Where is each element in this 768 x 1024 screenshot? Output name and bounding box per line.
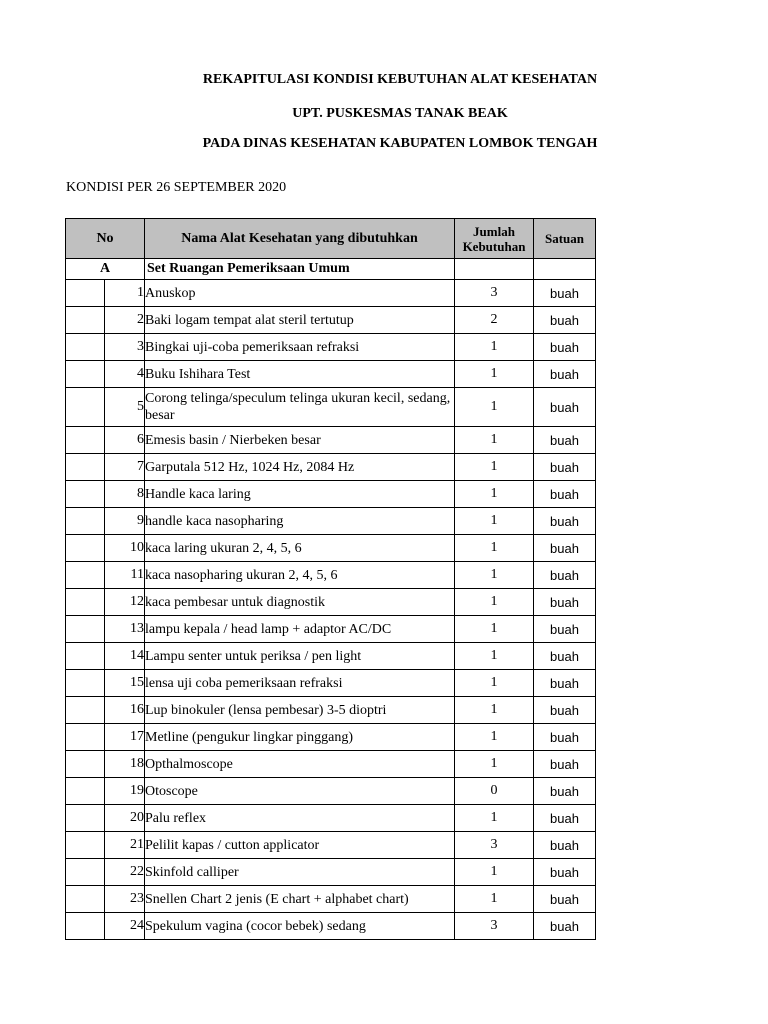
row-number: 8	[105, 481, 145, 508]
header-quantity	[455, 219, 534, 259]
row-indent-cell	[66, 859, 105, 886]
item-quantity: 3	[455, 913, 534, 940]
item-quantity: 1	[455, 427, 534, 454]
table-row	[66, 427, 596, 454]
item-unit: buah	[534, 334, 596, 361]
item-unit: buah	[534, 859, 596, 886]
item-quantity: 1	[455, 562, 534, 589]
row-indent-cell	[66, 388, 105, 427]
item-unit: buah	[534, 307, 596, 334]
row-indent-cell	[66, 307, 105, 334]
item-name: Snellen Chart 2 jenis (E chart + alphabet chart)	[145, 886, 455, 913]
row-indent-cell	[66, 697, 105, 724]
item-name: handle kaca nasopharing	[145, 508, 455, 535]
row-number: 13	[105, 616, 145, 643]
row-number: 19	[105, 778, 145, 805]
item-name: Garputala 512 Hz, 1024 Hz, 2084 Hz	[145, 454, 455, 481]
item-name: Lampu senter untuk periksa / pen light	[145, 643, 455, 670]
group-unit-cell	[534, 259, 596, 280]
row-indent-cell	[66, 751, 105, 778]
item-quantity: 1	[455, 859, 534, 886]
table-row	[66, 670, 596, 697]
item-name: Baki logam tempat alat steril tertutup	[145, 307, 455, 334]
table-row	[66, 388, 596, 427]
item-quantity: 1	[455, 751, 534, 778]
item-quantity: 1	[455, 334, 534, 361]
table-row	[66, 913, 596, 940]
item-unit: buah	[534, 670, 596, 697]
item-unit: buah	[534, 697, 596, 724]
table-row	[66, 643, 596, 670]
row-number: 7	[105, 454, 145, 481]
item-name: Skinfold calliper	[145, 859, 455, 886]
document-subtitle-institution: UPT. PUSKESMAS TANAK BEAK	[292, 106, 508, 121]
item-name: Opthalmoscope	[145, 751, 455, 778]
item-quantity: 1	[455, 508, 534, 535]
item-quantity: 1	[455, 535, 534, 562]
table-row	[66, 859, 596, 886]
row-number: 11	[105, 562, 145, 589]
report-date: KONDISI PER 26 SEPTEMBER 2020	[66, 180, 287, 195]
row-number: 9	[105, 508, 145, 535]
table-row	[66, 616, 596, 643]
item-quantity: 1	[455, 388, 534, 427]
item-name: lensa uji coba pemeriksaan refraksi	[145, 670, 455, 697]
row-indent-cell	[66, 508, 105, 535]
item-quantity: 0	[455, 778, 534, 805]
row-indent-cell	[66, 562, 105, 589]
item-name: Palu reflex	[145, 805, 455, 832]
row-number: 22	[105, 859, 145, 886]
item-unit: buah	[534, 427, 596, 454]
table-row	[66, 307, 596, 334]
row-number: 4	[105, 361, 145, 388]
table-row	[66, 589, 596, 616]
item-unit: buah	[534, 913, 596, 940]
table-row	[66, 886, 596, 913]
item-name: Metline (pengukur lingkar pinggang)	[145, 724, 455, 751]
item-unit: buah	[534, 562, 596, 589]
item-quantity: 1	[455, 643, 534, 670]
row-number: 16	[105, 697, 145, 724]
row-indent-cell	[66, 724, 105, 751]
header-quantity-line2: Kebutuhan	[462, 238, 526, 254]
row-number: 5	[105, 388, 145, 427]
item-name: Lup binokuler (lensa pembesar) 3-5 dioptri	[145, 697, 455, 724]
header-no: No	[66, 219, 145, 259]
row-number: 15	[105, 670, 145, 697]
row-indent-cell	[66, 670, 105, 697]
row-number: 20	[105, 805, 145, 832]
item-quantity: 1	[455, 481, 534, 508]
item-unit: buah	[534, 724, 596, 751]
table-row	[66, 481, 596, 508]
row-number: 1	[105, 280, 145, 307]
item-name: lampu kepala / head lamp + adaptor AC/DC	[145, 616, 455, 643]
table-row	[66, 562, 596, 589]
row-number: 21	[105, 832, 145, 859]
table-row	[66, 751, 596, 778]
item-quantity: 3	[455, 832, 534, 859]
header-quantity-line1: Jumlah	[473, 223, 515, 239]
item-unit: buah	[534, 805, 596, 832]
item-name: Anuskop	[145, 280, 455, 307]
group-name: Set Ruangan Pemeriksaan Umum	[145, 259, 455, 280]
item-unit: buah	[534, 589, 596, 616]
row-number: 17	[105, 724, 145, 751]
row-indent-cell	[66, 886, 105, 913]
row-indent-cell	[66, 643, 105, 670]
row-number: 14	[105, 643, 145, 670]
item-quantity: 1	[455, 886, 534, 913]
row-number: 6	[105, 427, 145, 454]
group-letter: A	[66, 259, 145, 280]
item-unit: buah	[534, 481, 596, 508]
row-indent-cell	[66, 589, 105, 616]
group-qty-cell	[455, 259, 534, 280]
row-number: 23	[105, 886, 145, 913]
row-indent-cell	[66, 334, 105, 361]
row-number: 10	[105, 535, 145, 562]
item-quantity: 1	[455, 589, 534, 616]
row-number: 12	[105, 589, 145, 616]
row-indent-cell	[66, 280, 105, 307]
item-unit: buah	[534, 616, 596, 643]
row-number: 18	[105, 751, 145, 778]
item-name: kaca laring ukuran 2, 4, 5, 6	[145, 535, 455, 562]
row-number: 24	[105, 913, 145, 940]
row-indent-cell	[66, 778, 105, 805]
header-name: Nama Alat Kesehatan yang dibutuhkan	[145, 219, 455, 259]
item-quantity: 3	[455, 280, 534, 307]
item-name: Buku Ishihara Test	[145, 361, 455, 388]
item-unit: buah	[534, 508, 596, 535]
table-row	[66, 832, 596, 859]
row-number: 2	[105, 307, 145, 334]
table-row	[66, 535, 596, 562]
item-name: Pelilit kapas / cutton applicator	[145, 832, 455, 859]
document-subtitle-agency: PADA DINAS KESEHATAN KABUPATEN LOMBOK TENGAH	[202, 136, 598, 151]
table-row	[66, 361, 596, 388]
row-indent-cell	[66, 454, 105, 481]
item-unit: buah	[534, 643, 596, 670]
item-unit: buah	[534, 388, 596, 427]
row-indent-cell	[66, 427, 105, 454]
item-unit: buah	[534, 778, 596, 805]
table-row	[66, 697, 596, 724]
document-title: REKAPITULASI KONDISI KEBUTUHAN ALAT KESEHATAN	[202, 72, 598, 87]
item-quantity: 1	[455, 670, 534, 697]
table-row	[66, 280, 596, 307]
row-indent-cell	[66, 616, 105, 643]
item-unit: buah	[534, 535, 596, 562]
row-indent-cell	[66, 535, 105, 562]
row-indent-cell	[66, 832, 105, 859]
item-unit: buah	[534, 280, 596, 307]
item-name: Bingkai uji-coba pemeriksaan refraksi	[145, 334, 455, 361]
equipment-table	[65, 218, 596, 940]
item-name: Corong telinga/speculum telinga ukuran kecil, sedang, besar	[145, 388, 455, 427]
table-row	[66, 778, 596, 805]
table-row	[66, 454, 596, 481]
item-unit: buah	[534, 832, 596, 859]
item-name: Spekulum vagina (cocor bebek) sedang	[145, 913, 455, 940]
item-quantity: 1	[455, 697, 534, 724]
table-row	[66, 805, 596, 832]
item-quantity: 1	[455, 454, 534, 481]
item-quantity: 1	[455, 616, 534, 643]
row-number: 3	[105, 334, 145, 361]
item-name: Emesis basin / Nierbeken besar	[145, 427, 455, 454]
item-name: kaca nasopharing ukuran 2, 4, 5, 6	[145, 562, 455, 589]
item-quantity: 1	[455, 805, 534, 832]
table-row	[66, 724, 596, 751]
row-indent-cell	[66, 805, 105, 832]
item-quantity: 1	[455, 724, 534, 751]
item-unit: buah	[534, 454, 596, 481]
item-quantity: 2	[455, 307, 534, 334]
item-unit: buah	[534, 886, 596, 913]
table-row	[66, 508, 596, 535]
item-unit: buah	[534, 751, 596, 778]
row-indent-cell	[66, 361, 105, 388]
row-indent-cell	[66, 913, 105, 940]
item-quantity: 1	[455, 361, 534, 388]
item-name: Otoscope	[145, 778, 455, 805]
item-name: kaca pembesar untuk diagnostik	[145, 589, 455, 616]
header-unit: Satuan	[534, 219, 596, 259]
item-name: Handle kaca laring	[145, 481, 455, 508]
row-indent-cell	[66, 481, 105, 508]
item-unit: buah	[534, 361, 596, 388]
table-row	[66, 334, 596, 361]
group-row	[66, 259, 596, 280]
table-header-row	[66, 219, 596, 259]
